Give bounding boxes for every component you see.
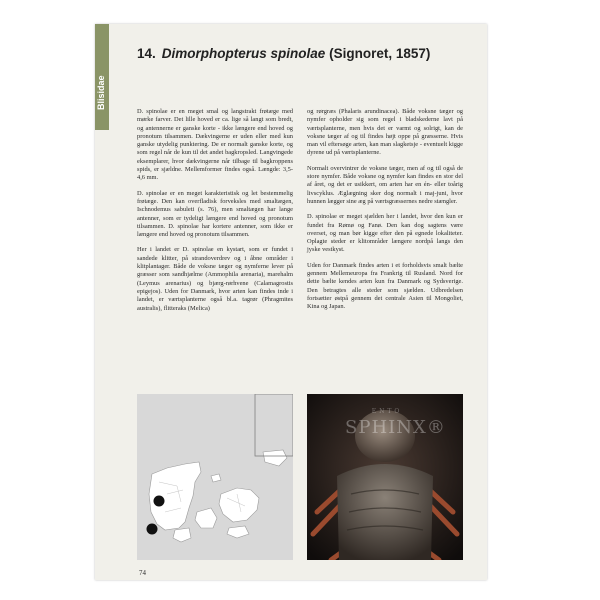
insect-head [355,410,415,462]
specimen-photo-svg [307,394,463,560]
species-number: 14. [137,46,156,61]
watermark-logo-text: SPHINX [345,417,427,438]
paragraph-description: D. spinolae er en meget smal og langstrakt frøtæge med mørke farver. Det lille hoved er ca. lige så langt som bredt, og antennerne er ganske korte - ikke længere end hoved og pronotum tilsammen. Dækvingerne er uden eller med kun ganske utydelig punktering. De er normalt ganske korte, og som regel når de kun til det andet bagkropsled. Langvingede eksemplarer, hvor dækvingerne når tilbage til bagkroppens spids, er sjældne. Mellemformer findes også. Længde: 3,5-4,6 mm. [137,108,293,182]
species-author: (Signoret, 1857) [329,46,431,61]
watermark-top-text: ENTO [371,408,403,415]
paragraph-lifecycle: Normalt overvintrer de voksne tæger, men af og til også de store nymfer. Både voksne og nymfer kan findes en stor del af året, og det er usikkert, om arten har en én- eller toårig livscyklus. Æglægning sker dog normalt i maj-juni, hvor hunnen lægger sine æg på værtsgræssernes nedre stængler. [307,164,463,205]
text-column-right [307,108,463,319]
watermark-registered-mark: ® [426,417,446,438]
paragraph-identification: D. spinolae er en meget karakteristisk og let bestemmelig frøtæge. Den kan overfladisk forveksles med smaltægen, Ischnodemus sabuleti (s. 76), men smaltægen har lange antenner, som er tydeligt længere end hoved og pronotum tilsammen. D. spinolae har kortere antenner, som ikke er længere end hoved og pronotum tilsammen. [137,189,293,239]
paragraph-habitat: Her i landet er D. spinolae en kystart, som er fundet i sandede klitter, på strandoverdrev og i åbne områder i klitplantager. Både de voksne tæger og nymferne lever på græsser som sandhjælme (Ammophila arenaria), marehalm (Leymus arenarius) og bjærg-rørhvene (Calamagrostis epigejos). Uden for Danmark, hvor arten kan findes inde i landet, er værtsplanterne også bl.a. tagrør (Phragmites australis), flitteraks (Melica) [137,246,293,312]
family-tab-label: Blisidae [96,75,106,110]
record-dot-fano [147,524,158,535]
species-name: Dimorphopterus spinolae [161,46,326,61]
page-number: 74 [139,569,146,577]
paragraph-danish-records: D. spinolae er meget sjælden her i landet, hvor den kun er fundet fra Rømø og Fanø. Den kan dog sagtens være overset, og man bør kigge efter den på egnede lokaliteter. Oplagte steder er klitområder længere nordpå langs den jyske vestkyst. [307,213,463,254]
record-dot-romo [154,496,165,507]
paragraph-distribution: Uden for Danmark findes arten i et forholdsvis smalt bælte gennem Mellemeuropa fra Frankrig til Rusland. Nord for dette bælte kendes arten kun fra Danmark og Sydsverige. Den betragtes alle steder som sjælden. Udbredelsen fortsætter østpå gennem det centrale Asien til Mongoliet, Kina og Japan. [307,261,463,311]
family-side-tab [95,24,109,130]
text-column-left [137,108,293,320]
specimen-photo [307,394,463,560]
book-page [95,24,487,580]
denmark-map-svg [137,394,293,560]
species-heading [137,46,430,61]
distribution-map [137,394,293,560]
paragraph-hostplants: og rørgræs (Phalaris arundinacea). Både voksne tæger og nymfer opholder sig som regel i bladskederne lavt på værtsplanterne, men hvis det er varmt og solrigt, kan de voksne tæger af og til findes højt oppe på græsserne. Hvis man vil eftersøge arten, kan man slagketsje - eventuelt kigge dyrene ud på værtsplanterne. [307,108,463,157]
